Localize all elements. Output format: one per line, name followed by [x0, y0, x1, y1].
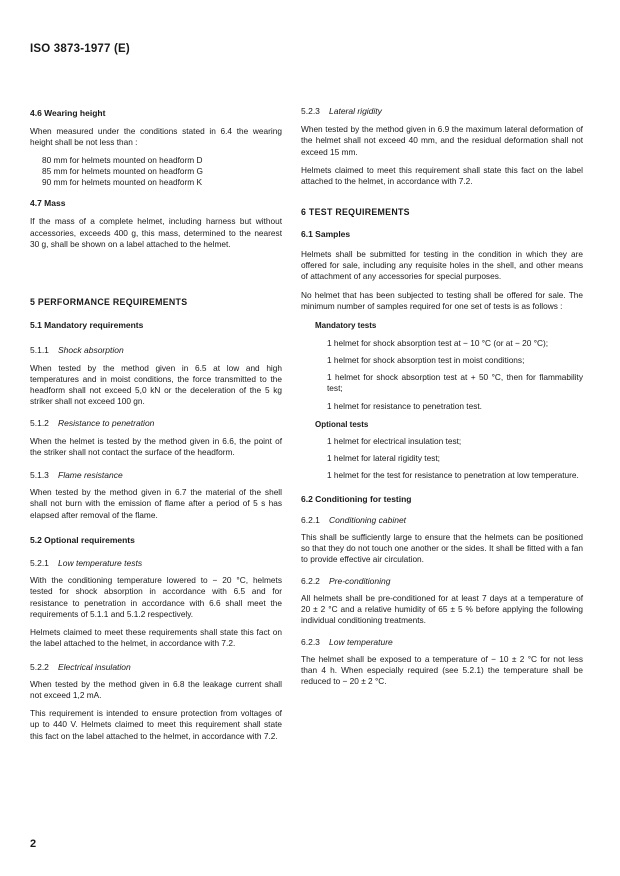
paragraph-5-1-1: When tested by the method given in 6.5 at low and high temperatures and in moist conditions, the force transmitted to the headform shall not exceed 5,0 kN or the deceleration of the 5 kg striker shall not exceed 100 gn. [30, 362, 282, 407]
paragraph-6-1: Helmets shall be submitted for testing in the condition in which they are offered for sale, including any requisite holes in the shell, and other means of attachment of any accessories for special purposes. [301, 248, 583, 282]
page-header: ISO 3873-1977 (E) [30, 43, 130, 55]
left-column [30, 100, 282, 742]
paragraph-5-2-3: When tested by the method given in 6.9 the maximum lateral deformation of the helmet shall not exceed 40 mm, and the residual deformation shall not exceed 15 mm. [301, 124, 583, 157]
heading-5-1: 5.1 Mandatory requirements [30, 320, 144, 331]
paragraph-5-2-2b: This requirement is intended to ensure protection from voltages of up to 440 V. Helmets claimed to meet this requirement shall state this fact on the label attached to the helmet, in accordance with 7.2. [30, 708, 282, 741]
heading-5-2-1: 5.2.1 Low temperature tests [30, 558, 143, 569]
list-item: 1 helmet for resistance to penetration test. [327, 400, 482, 411]
heading-4-7: 4.7 Mass [30, 198, 66, 209]
mandatory-tests-label: Mandatory tests [315, 320, 377, 330]
optional-tests-label: Optional tests [315, 419, 369, 429]
paragraph-5-1-2: When the helmet is tested by the method given in 6.6, the point of the striker shall not contact the surface of the headform. [30, 435, 282, 457]
list-item: 1 helmet for electrical insulation test; [327, 436, 462, 447]
heading-6-1: 6.1 Samples [301, 229, 351, 240]
paragraph-6-2-3: The helmet shall be exposed to a temperature of − 10 ± 2 °C for not less than 4 h. When especially required (see 5.2.1) the temperature shall be reduced to − 20 ± 2 °C. [301, 653, 583, 687]
heading-6-2-2: 6.2.2 Pre-conditioning [301, 575, 391, 586]
heading-4-6: 4.6 Wearing height [30, 108, 106, 118]
list-item: 90 mm for helmets mounted on headform K [42, 177, 203, 188]
paragraph-6-2-1: This shall be sufficiently large to ensure that the helmets can be positioned so that they do not touch one another or the sides. It shall be fitted with a fan to provide effective air circulation. [301, 532, 583, 565]
heading-6-2: 6.2 Conditioning for testing [301, 493, 412, 504]
heading-5-1-2: 5.1.2 Resistance to penetration [30, 418, 155, 429]
list-item: 1 helmet for shock absorption test in moist conditions; [327, 355, 525, 366]
paragraph-6-1b: No helmet that has been subjected to testing shall be offered for sale. The minimum number of samples required for one set of tests is as follows : [301, 290, 583, 312]
heading-5: 5 PERFORMANCE REQUIREMENTS [30, 297, 188, 308]
heading-5-2-3: 5.2.3 Lateral rigidity [301, 106, 382, 116]
list-item: 1 helmet for the test for resistance to penetration at low temperature. [327, 470, 579, 481]
right-column [301, 100, 583, 687]
heading-5-2: 5.2 Optional requirements [30, 534, 135, 545]
heading-5-1-3: 5.1.3 Flame resistance [30, 470, 123, 481]
paragraph-4-6: When measured under the conditions stated in 6.4 the wearing height shall be not less than : [30, 126, 282, 148]
list-item: 1 helmet for lateral rigidity test; [327, 453, 440, 464]
list-item: 80 mm for helmets mounted on headform D [42, 154, 203, 165]
list-item: 1 helmet for shock absorption test at + 50 °C, then for flammability test; [327, 372, 583, 394]
list-item: 85 mm for helmets mounted on headform G [42, 165, 203, 176]
paragraph-6-2-2: All helmets shall be pre-conditioned for at least 7 days at a temperature of 20 ± 2 °C and a relative humidity of 65 ± 5 % before applying the following individual conditioning treatments. [301, 592, 583, 626]
heading-5-1-1: 5.1.1 Shock absorption [30, 345, 124, 356]
paragraph-4-7: If the mass of a complete helmet, including harness but without accessories, exceeds 400 g, this mass, determined to the nearest 30 g, shall be shown on a label attached to the helmet. [30, 216, 282, 249]
paragraph-5-2-1: With the conditioning temperature lowered to − 20 °C, helmets tested for shock absorption in accordance with 6.5 and for resistance to penetration in accordance with 6.6 shall meet the requirements of 5.1.1 and 5.1.2 respectively. [30, 575, 282, 619]
heading-6: 6 TEST REQUIREMENTS [301, 207, 410, 218]
heading-6-2-3: 6.2.3 Low temperature [301, 636, 393, 647]
paragraph-5-1-3: When tested by the method given in 6.7 the material of the shell shall not burn with the emission of flame after a period of 5 s has elapsed after removal of the flame. [30, 487, 282, 520]
page-number: 2 [30, 838, 37, 850]
paragraph-5-2-2: When tested by the method given in 6.8 the leakage current shall not exceed 1,2 mA. [30, 678, 282, 700]
heading-5-2-2: 5.2.2 Electrical insulation [30, 661, 131, 672]
paragraph-5-2-1b: Helmets claimed to meet these requirements shall state this fact on the label attached to the helmet, in accordance with 7.2. [30, 627, 282, 649]
paragraph-5-2-3b: Helmets claimed to meet this requirement shall state this fact on the label attached to the helmet, in accordance with 7.2. [301, 164, 583, 187]
list-item: 1 helmet for shock absorption test at − 10 °C (or at − 20 °C); [327, 337, 549, 348]
heading-6-2-1: 6.2.1 Conditioning cabinet [301, 514, 407, 525]
